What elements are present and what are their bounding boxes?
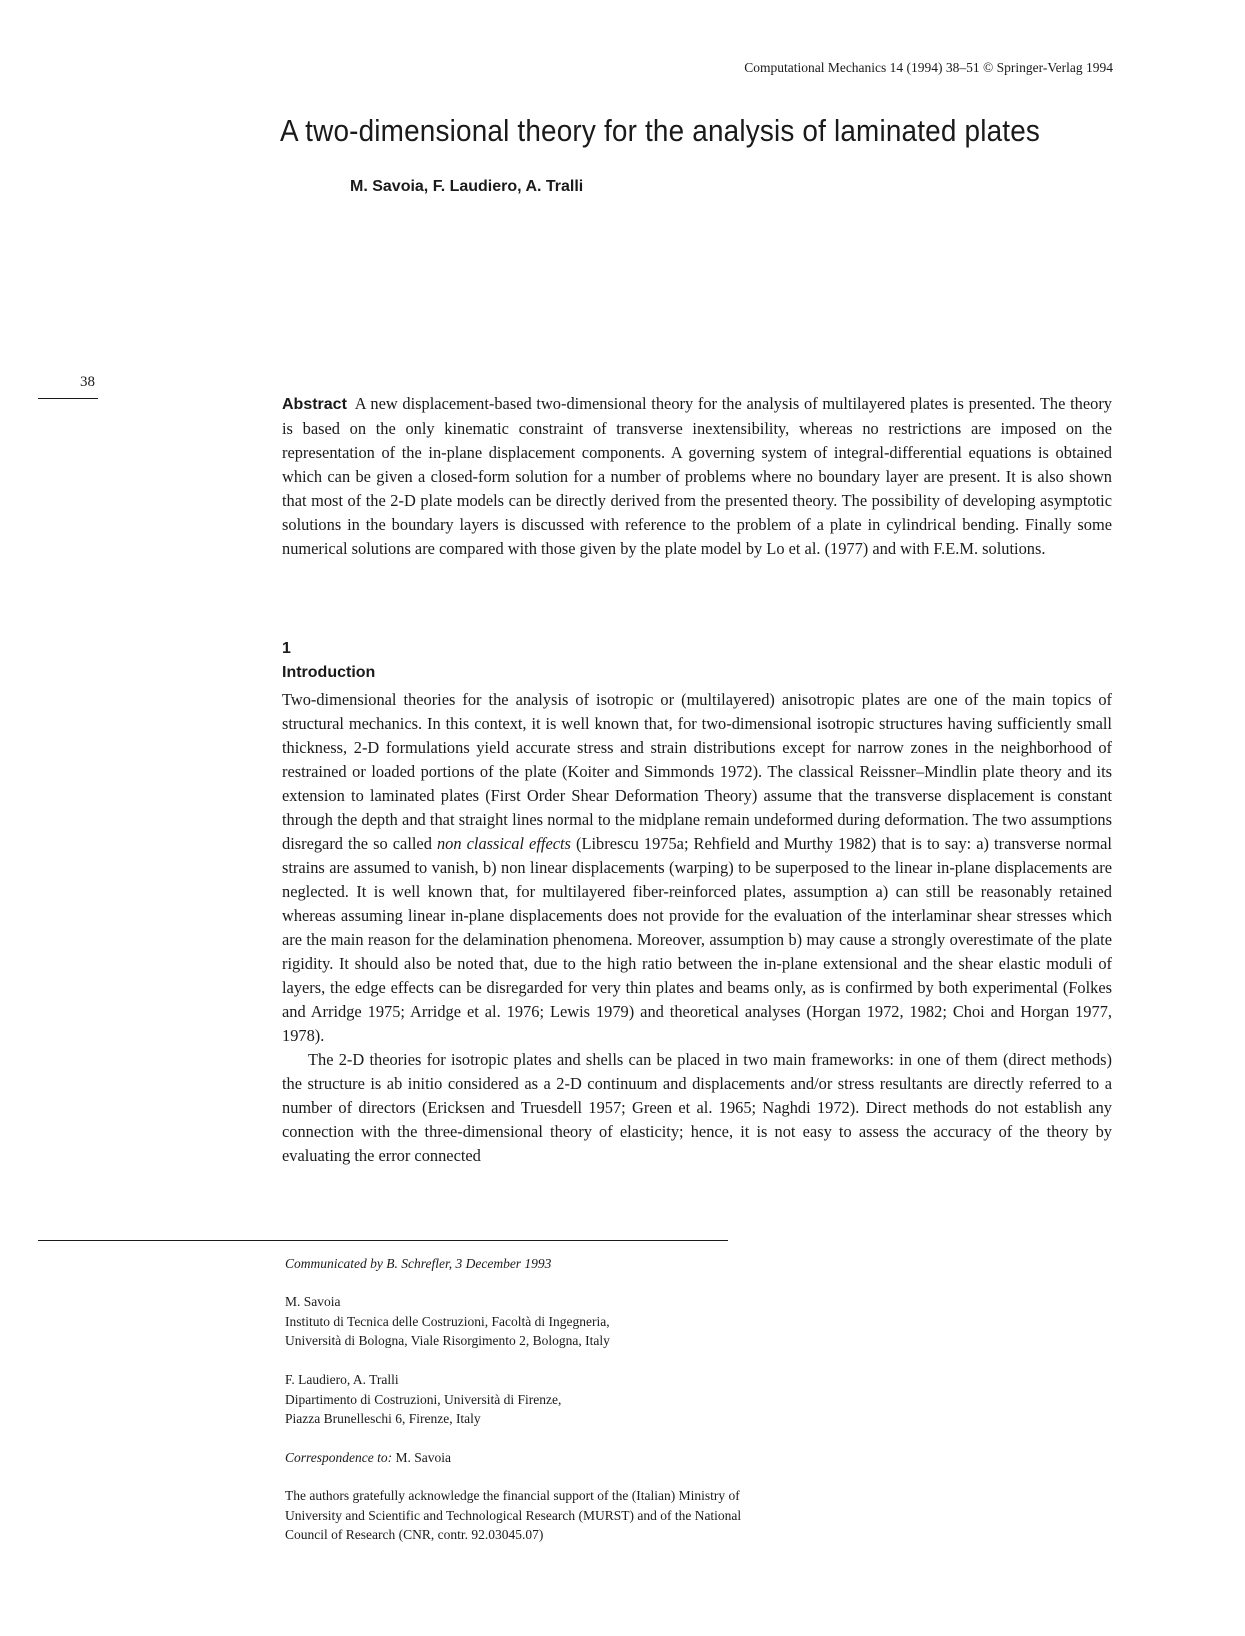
footnote-rule: [38, 1240, 728, 1241]
emphasis-term: non classical effects: [436, 834, 571, 853]
abstract-label: Abstract: [282, 396, 347, 413]
correspondence-note: Correspondence to: M. Savoia: [285, 1450, 451, 1465]
communicated-note: Communicated by B. Schrefler, 3 December 1993: [285, 1256, 552, 1271]
abstract: [282, 392, 1112, 561]
author-address-2: F. Laudiero, A. Tralli Dipartimento di Costruzioni, Università di Firenze, Piazza Brunelleschi 6, Firenze, Italy: [285, 1372, 562, 1426]
page-number: 38: [80, 374, 95, 390]
author-list: M. Savoia, F. Laudiero, A. Tralli: [350, 178, 584, 195]
paper-title: A two-dimensional theory for the analysis of laminated plates: [280, 113, 1041, 148]
page-number-rule: [38, 398, 98, 399]
intro-paragraph-2: The 2-D theories for isotropic plates and shells can be placed in two main frameworks: in one of them (direct methods) the structure is ab initio considered as a 2-D continuum and displacements and/or stress resultants are directly referred to a number of directors (Ericksen and Truesdell 1957; Green et al. 1965; Naghdi 1972). Direct methods do not establish any connection with the three-dimensional theory of elasticity; hence, it is not easy to assess the accuracy of the theory by evaluating the error connected: [282, 1050, 1112, 1165]
intro-paragraph-1: Two-dimensional theories for the analysis of isotropic or (multilayered) anisotropic plates are one of the main topics of structural mechanics. In this context, it is well known that, for two-dimensional isotropic structures having sufficiently small thickness, 2-D formulations yield accurate stress and strain distributions except for narrow zones in the neighborhood of restrained or loaded portions of the plate (Koiter and Simmonds 1972). The classical Reissner–Mindlin plate theory and its extension to laminated plates (First Order Shear Deformation Theory) assume that the transverse displacement is constant through the depth and that straight lines normal to the midplane remain undeformed during deformation. The two assumptions disregard the so called non classical effects (Librescu 1975a; Rehfield and Murthy 1982) that is to say: a) transverse normal strains are assumed to vanish, b) non linear displacements (warping) to be superposed to the linear in-plane displacements are neglected. It is well known that, for multilayered fiber-reinforced plates, assumption a) can still be reasonably retained whereas assuming linear in-plane displacements does not provide for the evaluation of the interlaminar shear stresses which are the main reason for the delamination phenomena. Moreover, assumption b) may cause a strongly overestimate of the plate rigidity. It should also be noted that, due to the high ratio between the in-plane extensional and the shear elastic moduli of layers, the edge effects can be disregarded for very thin plates and beams only, as is confirmed by both experimental (Folkes and Arridge 1975; Arridge et al. 1976; Lewis 1979) and theoretical analyses (Horgan 1972, 1982; Choi and Horgan 1977, 1978).: [282, 690, 1112, 1045]
journal-header: Computational Mechanics 14 (1994) 38–51 © Springer-Verlag 1994: [744, 60, 1113, 75]
section-title: Introduction: [282, 664, 376, 681]
abstract-text: A new displacement-based two-dimensional theory for the analysis of multilayered plates is presented. The theory is based on the only kinematic constraint of transverse inextensibility, whereas no restrictions are imposed on the representation of the in-plane displacement components. A governing system of integral-differential equations is obtained which can be given a closed-form solution for a number of problems where no boundary layer are present. It is also shown that most of the 2-D plate models can be directly derived from the presented theory. The possibility of developing asymptotic solutions in the boundary layers is discussed with reference to the problem of a plate in cylindrical bending. Finally some numerical solutions are compared with those given by the plate model by Lo et al. (1977) and with F.E.M. solutions.: [282, 394, 1112, 558]
introduction-body: [282, 688, 1112, 1168]
acknowledgement: The authors gratefully acknowledge the financial support of the (Italian) Ministry of University and Scientific and Technological Research (MURST) and of the National Council of Research (CNR, contr. 92.03045.07): [285, 1488, 742, 1542]
section-number: 1: [282, 640, 291, 657]
author-address-1: M. Savoia Instituto di Tecnica delle Costruzioni, Facoltà di Ingegneria, Università di Bologna, Viale Risorgimento 2, Bologna, Italy: [285, 1294, 610, 1348]
